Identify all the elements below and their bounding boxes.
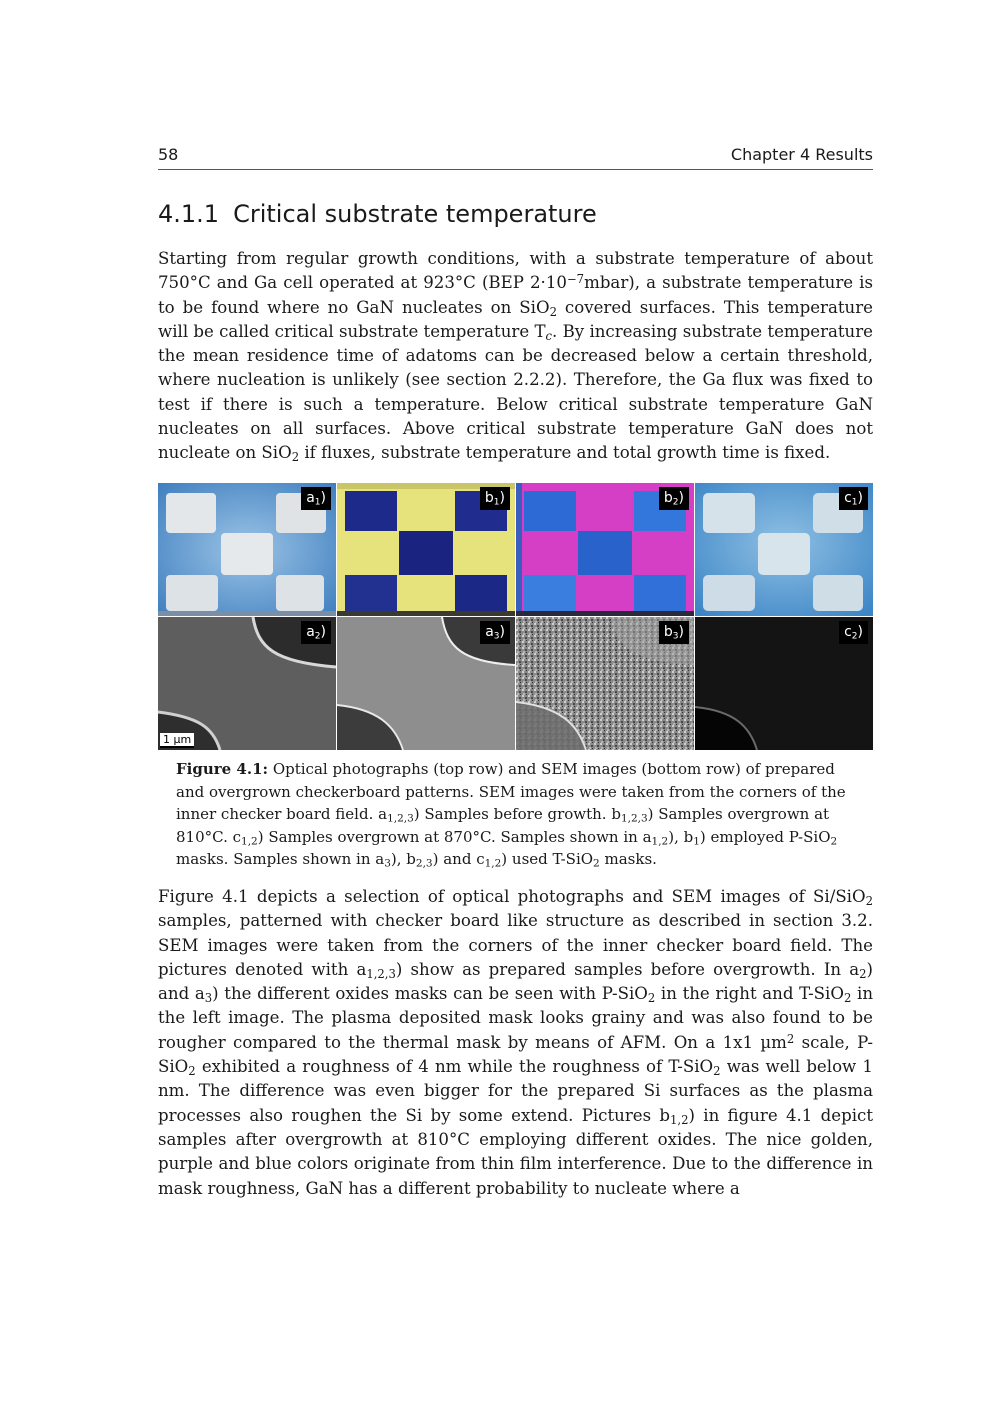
subscript: 1,2,3	[620, 812, 648, 825]
text-run: ) Samples overgrown at 870°C. Samples shown in a	[257, 827, 652, 846]
figure-4-1	[158, 483, 873, 749]
panel-a2-sem	[158, 617, 336, 750]
text-run: if fluxes, substrate temperature and total growth time is fixed.	[299, 443, 831, 463]
subscript: 2,3	[415, 858, 433, 870]
page-number: 58	[158, 145, 179, 164]
text-run: ) in figure 4.1 depict samples after overgrowth at 810°C employing different oxides. The nice golden, purple and blue colors originate from thin film interference. Due to the difference in mask roughness, GaN has a different probability to nucleate where a	[158, 1105, 873, 1198]
text-run: covered surfaces. This temperature will be called critical substrate temperature T	[158, 297, 873, 341]
text-run: masks.	[599, 850, 657, 869]
panel-b1-optical	[337, 483, 515, 616]
subscript: 2	[549, 304, 557, 319]
panel-label: $b_3$)	[659, 621, 689, 644]
caption-label: Figure 4.1:	[176, 760, 269, 778]
subscript: 2	[647, 991, 656, 1006]
text-run: . By increasing substrate temperature the mean residence time of adatoms can be decreased below a certain threshold, where nucleation is unlikely (see section 2.2.2). Therefore, the Ga flux was fixed to test if there is such a temperature. Below critical substrate temperature GaN nucleates on all surfaces. Above critical substrate temperature GaN does not nucleate on SiO	[158, 321, 873, 463]
text-run: Optical photographs (top row) and SEM images (bottom row) of prepared and overgrown checkerboard patterns. SEM images were taken from the corners of the inner checker board field. a	[176, 760, 846, 824]
subscript: c	[545, 328, 553, 343]
subscript: 1,2	[651, 835, 669, 848]
subscript: 1	[693, 835, 700, 848]
subscript: 2	[593, 858, 600, 870]
text-run: ) and c	[432, 850, 485, 869]
text-run: ) and a	[158, 959, 873, 1004]
subscript: 2	[843, 991, 852, 1006]
subscript: 3	[204, 991, 213, 1006]
section-heading	[158, 200, 597, 228]
scale-bar: 1 µm	[160, 733, 194, 748]
panel-label: $b_2$)	[659, 487, 689, 510]
panel-a1-optical	[158, 483, 336, 616]
text-run: in the left image. The plasma deposited mask looks grainy and was also found to be rougher compared to the thermal mask by means of AFM. On a 1x1 µm	[158, 984, 874, 1052]
text-run: Figure 4.1 depicts a selection of optical photographs and SEM images of Si/SiO	[158, 887, 866, 906]
text-run: ) Samples overgrown at 810°C. c	[176, 805, 830, 846]
subscript: 2	[830, 835, 838, 848]
figure-caption	[176, 758, 856, 871]
text-run: ) Samples before growth. b	[413, 805, 621, 824]
text-run: ) show as prepared samples before overgrowth. In a	[395, 959, 860, 979]
subscript: 2	[859, 966, 867, 981]
text-run: was well below 1 nm. The difference was even bigger for the prepared Si surfaces as the plasma processes also roughen the Si by some extend. Pictures b	[158, 1057, 873, 1125]
text-run: ) the different oxides masks can be seen with P-SiO	[212, 984, 648, 1004]
panel-label: $a_3$)	[480, 621, 510, 644]
text-run: ), b	[668, 827, 694, 846]
panel-label: $a_1$)	[301, 487, 331, 510]
text-run: scale, P-SiO	[158, 1032, 873, 1077]
subscript: 1,2	[484, 858, 502, 870]
panel-c2-sem	[695, 617, 873, 750]
panel-label: $a_2$)	[301, 621, 331, 644]
panel-b3-sem	[516, 617, 694, 750]
paragraph-discussion	[158, 885, 873, 1201]
subscript: 1,2	[241, 835, 258, 848]
panel-c1-optical	[695, 483, 873, 616]
subscript: 2	[188, 1063, 196, 1078]
text-run: exhibited a roughness of 4 nm while the roughness of T-SiO	[195, 1057, 714, 1077]
text-run: in the right and T-SiO	[655, 984, 844, 1004]
superscript: −7	[566, 272, 585, 287]
panel-b2-optical	[516, 483, 694, 616]
paragraph-intro	[158, 247, 873, 466]
text-run: ) employed P-SiO	[699, 827, 831, 846]
text-run: masks. Samples shown in a	[176, 850, 385, 869]
section-title: Critical substrate temperature	[233, 200, 597, 228]
subscript: 2	[865, 893, 873, 908]
section-number: 4.1.1	[158, 200, 220, 228]
text-run: mbar), a substrate temperature is to be found where no GaN nucleates on SiO	[158, 273, 874, 317]
panel-label: $c_2$)	[839, 621, 868, 644]
subscript: 3	[384, 858, 391, 870]
subscript: 1,2,3	[387, 812, 414, 825]
subscript: 2	[291, 450, 300, 465]
panel-a3-sem	[337, 617, 515, 750]
page-header	[158, 143, 873, 170]
panel-label: $b_1$)	[480, 487, 510, 510]
text-run: ), b	[390, 850, 416, 869]
text-run: ) used T-SiO	[501, 850, 594, 869]
text-run: Starting from regular growth conditions, with a substrate temperature of about 750°C and Ga cell operated at 923°C (BEP 2·10	[158, 249, 873, 293]
superscript: 2	[786, 1031, 795, 1046]
subscript: 2	[713, 1063, 721, 1078]
running-chapter-title: Chapter 4 Results	[730, 145, 873, 164]
subscript: 1,2	[670, 1112, 689, 1127]
panel-label: $c_1$)	[839, 487, 868, 510]
text-run: samples, patterned with checker board like structure as described in section 3.2. SEM images were taken from the corners of the inner checker board field. The pictures denoted with a	[158, 911, 873, 979]
subscript: 1,2,3	[366, 966, 396, 981]
